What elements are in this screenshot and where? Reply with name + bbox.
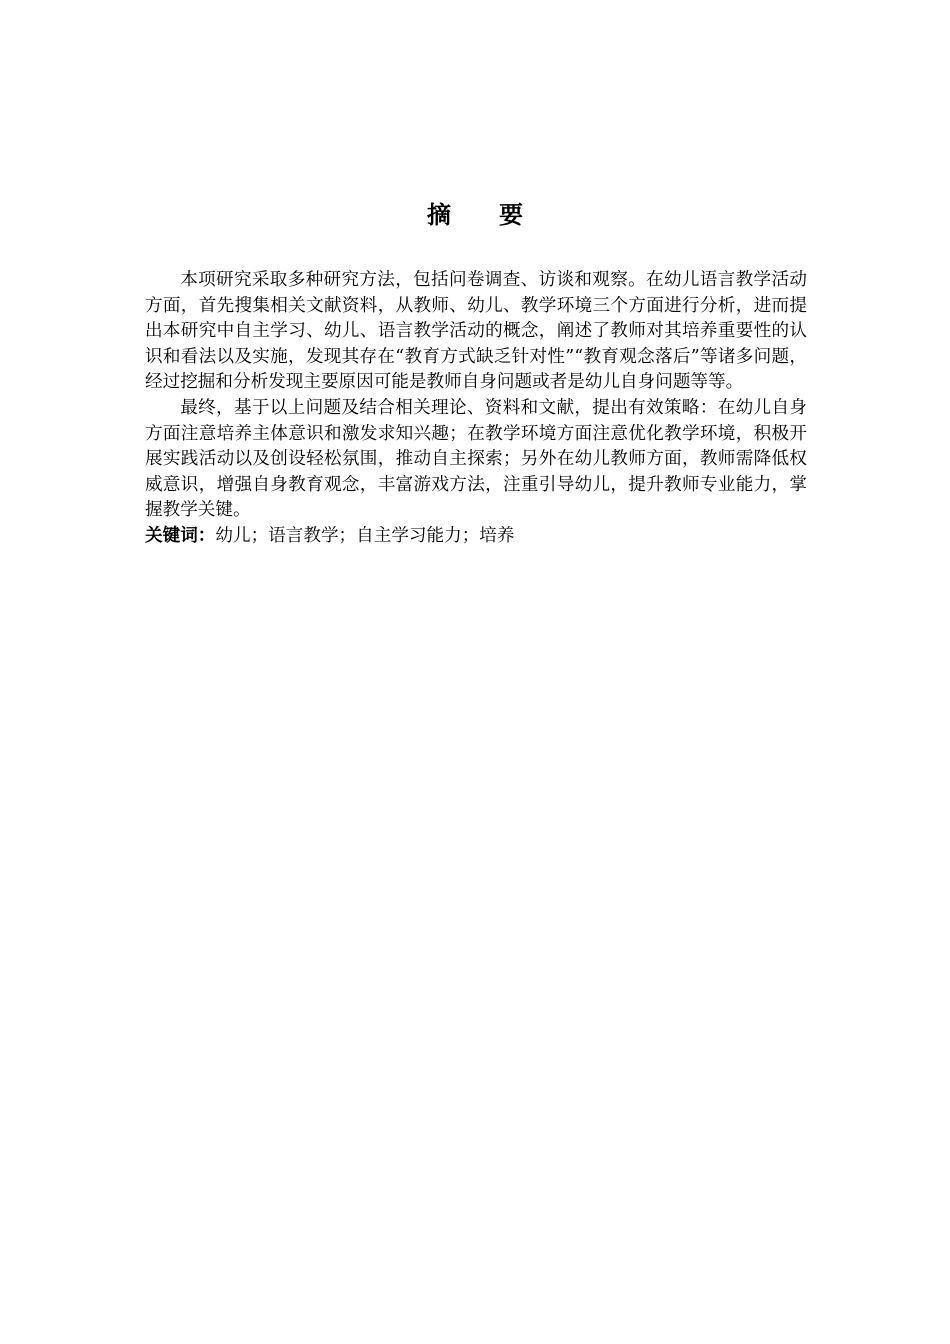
- abstract-paragraph-2: 最终，基于以上问题及结合相关理论、资料和文献，提出有效策略：在幼儿自身方面注意培养主体意识和激发求知兴趣；在教学环境方面注意优化教学环境，积极开展实践活动以及创设轻松氛围，推动自主探索；另外在幼儿教师方面，教师需降低权威意识，增强自身教育观念，丰富游戏方法，注重引导幼儿，提升教师专业能力，掌握教学关键。: [145, 397, 807, 521]
- abstract-paragraph-1: 本项研究采取多种研究方法，包括问卷调查、访谈和观察。在幼儿语言教学活动方面，首先搜集相关文献资料，从教师、幼儿、教学环境三个方面进行分析，进而提出本研究中自主学习、幼儿、语言教学活动的概念，阐述了教师对其培养重要性的认识和看法以及实施，发现其存在“教育方式缺乏针对性”“教育观念落后”等诸多问题，经过挖掘和分析发现主要原因可能是教师自身问题或者是幼儿自身问题等等。: [145, 270, 807, 393]
- abstract-body: [145, 268, 807, 550]
- keywords-text: 幼儿；语言教学；自主学习能力；培养: [215, 525, 515, 546]
- keywords-label: 关键词：: [145, 525, 216, 546]
- keywords-line: [145, 524, 807, 550]
- abstract-title: 摘要: [427, 201, 571, 229]
